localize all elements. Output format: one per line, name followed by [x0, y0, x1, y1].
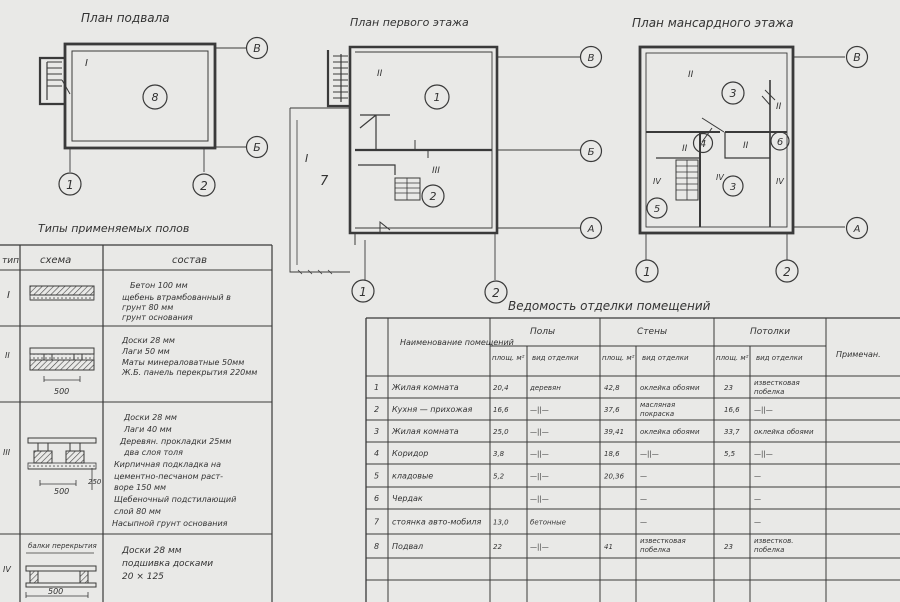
finish-cell-wa: 41 [604, 543, 613, 551]
axis-label: В [253, 42, 261, 55]
finish-cell-ca: 23 [724, 384, 733, 392]
floor-line: Лаги 40 мм [124, 425, 172, 434]
floor-line: Маты минераловатные 50мм [122, 358, 245, 367]
finish-cell-wa: 20,36 [604, 472, 625, 481]
finish-cell-cf: —||— [754, 450, 773, 458]
finish-schedule-title: Ведомость отделки помещений [508, 299, 711, 313]
axis-label: А [853, 224, 861, 235]
floor-line: подшивка досками [122, 559, 214, 569]
floor-dim: 500 [54, 387, 70, 396]
finish-cell-cf: — [754, 472, 761, 481]
finish-header-floors: Полы [530, 327, 556, 337]
floor-types-title: Типы применяемых полов [38, 222, 190, 235]
axis-label: 1 [66, 178, 74, 192]
floor-line: воре 150 мм [114, 483, 167, 492]
finish-cell-name: Жилая комната [392, 427, 459, 436]
finish-subheader: площ. м² [716, 354, 749, 362]
floor-dim: 250 [88, 478, 102, 486]
finish-header-remarks: Примечан. [836, 350, 881, 359]
floor-dim: 500 [54, 487, 70, 496]
finish-cell-n: 5 [374, 471, 380, 481]
finish-cell-cf: побелка [754, 388, 785, 396]
axis-label: 1 [359, 285, 367, 299]
floor-type-III: III [3, 448, 11, 457]
axis-label: 1 [643, 265, 651, 279]
finish-cell-fa: 3,8 [493, 450, 505, 458]
finish-subheader: вид отделки [642, 354, 689, 362]
finish-cell-n: 7 [374, 517, 380, 527]
finish-subheader: площ. м² [602, 354, 635, 362]
axis-label: Б [587, 147, 595, 158]
floor-line: Насыпной грунт основания [112, 519, 228, 528]
floor-line: слой 80 мм [114, 507, 161, 516]
finish-cell-cf: — [754, 495, 761, 503]
finish-cell-cf: побелка [754, 546, 785, 554]
finish-cell-n: 3 [374, 427, 380, 436]
finish-cell-fa: 25,0 [493, 428, 509, 436]
finish-cell-cf: — [754, 518, 761, 527]
axis-label: 2 [783, 265, 791, 279]
axis-label: 2 [200, 179, 208, 193]
floors-header-composition: состав [172, 255, 207, 266]
room-mark: II [743, 141, 749, 151]
finish-cell-cf: —||— [754, 406, 773, 414]
room-mark: III [432, 166, 440, 176]
finish-cell-ca: 23 [724, 543, 733, 551]
finish-cell-wf: побелка [640, 546, 671, 554]
room-mark: 3 [729, 182, 737, 193]
finish-cell-ff: —||— [530, 450, 549, 458]
finish-subheader: площ. м² [492, 354, 525, 362]
finish-cell-fa: 22 [493, 543, 502, 551]
floor-line: цементно-песчаном раст- [114, 472, 224, 481]
finish-cell-wf: масляная [640, 401, 676, 409]
axis-label: В [587, 53, 595, 64]
finish-cell-wa: 37,6 [604, 406, 620, 414]
finish-cell-ff: —||— [530, 472, 549, 481]
finish-cell-name: Чердак [392, 494, 423, 503]
room-mark: I [85, 58, 88, 69]
finish-subheader: вид отделки [532, 354, 579, 362]
first-floor-plan [290, 47, 602, 304]
finish-subheader: вид отделки [756, 354, 803, 362]
room-mark: II [377, 69, 383, 79]
floors-header-scheme: схема [40, 255, 72, 266]
room-mark: IV [653, 177, 661, 186]
room-mark: 5 [653, 204, 661, 215]
finish-cell-cf: известков. [754, 537, 794, 545]
floor-dim: 500 [48, 587, 64, 596]
finish-cell-ff: —||— [530, 495, 549, 503]
finish-cell-n: 6 [374, 494, 380, 503]
finish-cell-wf: оклейка обоями [640, 428, 700, 436]
room-mark: 6 [776, 137, 784, 148]
finish-cell-name: Коридор [392, 449, 429, 458]
finish-cell-ca: 33,7 [724, 428, 740, 436]
basement-title: План подвала [81, 11, 170, 25]
room-mark: 7 [320, 174, 329, 189]
floor-type-IV: IV [3, 565, 11, 574]
finish-cell-ca: 16,6 [724, 406, 740, 414]
finish-header-name: Наименование помещений [400, 338, 514, 347]
floor-scheme-II [30, 348, 94, 382]
room-mark: II [688, 70, 694, 80]
finish-cell-wa: 39,41 [604, 428, 625, 436]
room-mark: I [305, 152, 309, 165]
finish-cell-name: Кухня — прихожая [392, 405, 473, 414]
floor-line: грунт 80 мм [122, 303, 174, 312]
finish-cell-wa: 18,6 [604, 450, 620, 458]
finish-cell-wf: — [640, 495, 647, 503]
finish-cell-fa: 5,2 [493, 472, 505, 481]
floor-type-I: I [7, 290, 10, 301]
floor-line: Щебеночный подстилающий [114, 495, 237, 504]
floor-line: Доски 28 мм [124, 413, 177, 422]
beam-label: балки перекрытия [28, 542, 97, 550]
finish-cell-n: 8 [374, 542, 380, 551]
finish-cell-wf: —||— [640, 450, 659, 458]
floor-line: Кирпичная подкладка на [114, 460, 222, 469]
finish-cell-wf: — [640, 472, 647, 481]
axis-label: А [587, 224, 595, 235]
finish-cell-wf: известковая [640, 537, 686, 545]
room-mark: 2 [429, 190, 437, 203]
room-mark: IV [716, 173, 724, 182]
finish-cell-fa: 13,0 [493, 518, 509, 527]
floor-line: Доски 28 мм [122, 336, 175, 345]
room-mark: 8 [151, 91, 159, 104]
finish-header-ceilings: Потолки [750, 327, 791, 337]
floor-line: грунт основания [122, 313, 193, 322]
finish-table-rows [374, 379, 814, 554]
finish-cell-name: кладовые [392, 471, 434, 481]
finish-cell-ff: —||— [530, 406, 549, 414]
basement-plan [40, 38, 268, 197]
finish-cell-fa: 16,6 [493, 406, 509, 414]
floor-line: два слоя толя [124, 448, 183, 457]
room-mark: 3 [729, 87, 737, 100]
finish-cell-name: Подвал [392, 542, 424, 551]
finish-cell-wf: — [640, 518, 647, 527]
finish-cell-fa: 20,4 [493, 384, 509, 392]
finish-cell-ca: 5,5 [724, 450, 736, 458]
axis-label: В [853, 51, 861, 64]
floor-scheme-I [30, 286, 94, 300]
finish-cell-cf: оклейка обоями [754, 428, 814, 436]
attic-plan [636, 47, 868, 283]
room-mark: 1 [433, 91, 441, 104]
room-mark: IV [776, 177, 784, 186]
floor-line: Лаги 50 мм [122, 347, 170, 356]
finish-cell-cf: известковая [754, 379, 800, 387]
finish-header-walls: Стены [637, 327, 668, 337]
finish-cell-name: стоянка авто-мобиля [392, 517, 482, 527]
room-mark: 4 [699, 139, 707, 150]
first-floor-title: План первого этажа [350, 16, 469, 29]
floor-line: Ж.Б. панель перекрытия 220мм [122, 368, 258, 377]
finish-cell-wf: оклейка обоями [640, 384, 700, 392]
floor-line: щебень втрамбованный в [122, 293, 231, 302]
axis-label: Б [253, 141, 261, 154]
finish-cell-ff: деревян [530, 384, 561, 392]
floor-line: 20 × 125 [122, 572, 164, 582]
finish-cell-ff: —||— [530, 428, 549, 436]
finish-cell-ff: бетонные [530, 518, 566, 527]
finish-cell-n: 1 [374, 383, 380, 392]
finish-cell-n: 4 [374, 449, 380, 458]
finish-cell-wa: 42,8 [604, 384, 620, 392]
attic-title: План мансардного этажа [632, 16, 794, 30]
finish-cell-name: Жилая комната [392, 383, 459, 392]
axis-label: 2 [492, 286, 500, 300]
floor-line: Доски 28 мм [122, 546, 182, 556]
floor-type-II: II [5, 351, 10, 360]
finish-cell-ff: —||— [530, 543, 549, 551]
floor-scheme-III [28, 438, 96, 490]
floor-line: Деревян. прокладки 25мм [120, 437, 232, 446]
floor-line: Бетон 100 мм [130, 281, 188, 290]
finish-cell-n: 2 [374, 405, 380, 414]
room-mark: II [682, 144, 688, 154]
floors-header-type: тип [2, 256, 19, 266]
room-mark: II [776, 102, 782, 112]
finish-cell-wf: покраска [640, 410, 675, 418]
